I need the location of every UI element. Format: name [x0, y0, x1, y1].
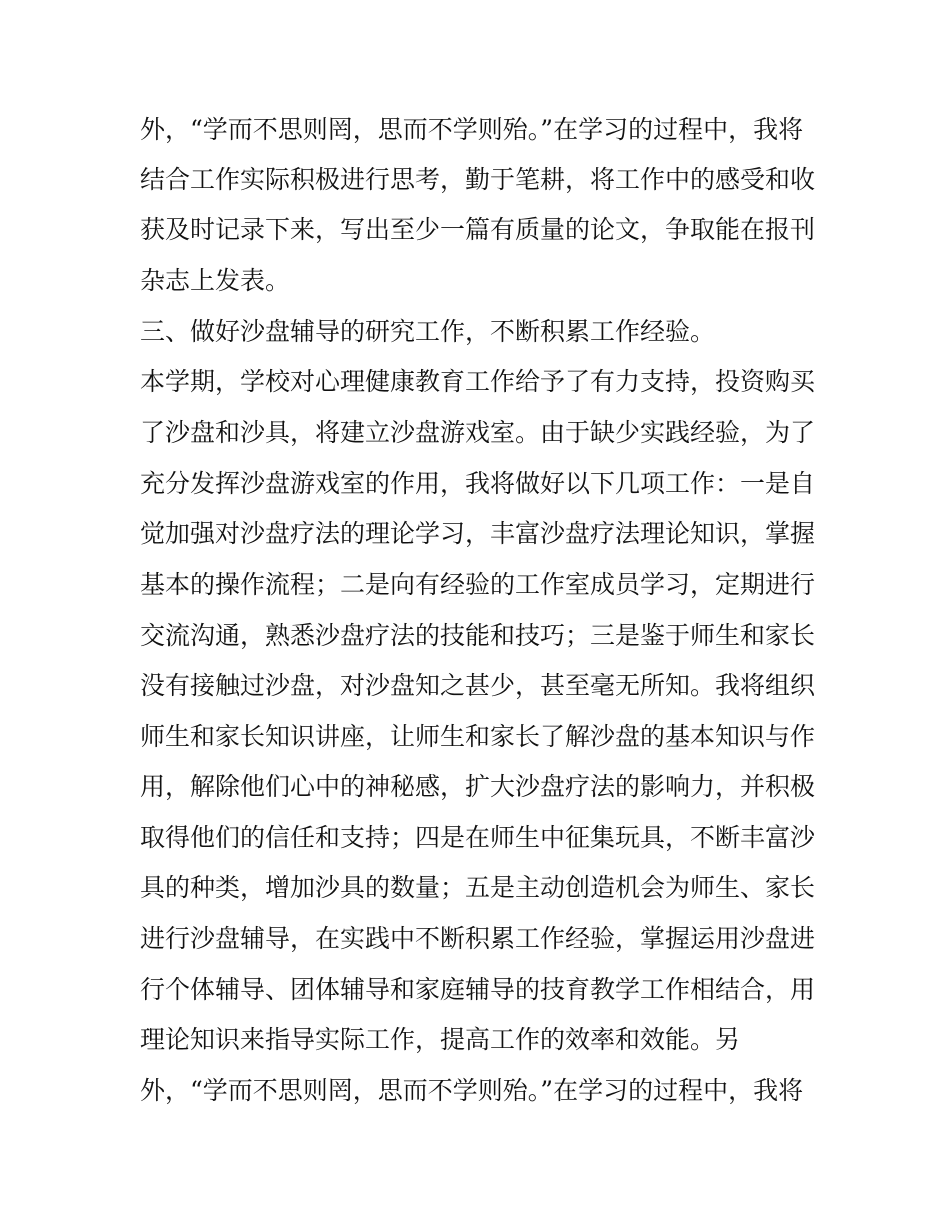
text-line: 外，“学而不思则罔，思而不学则殆。”在学习的过程中，我将	[140, 1076, 804, 1105]
text-line: 充分发挥沙盘游戏室的作用，我将做好以下几项工作：一是自	[140, 469, 816, 498]
text-line: 杂志上发表。	[140, 266, 291, 295]
text-line: 结合工作实际积极进行思考，勤于笔耕，将工作中的感受和收	[140, 165, 816, 194]
text-line: 本学期，学校对心理健康教育工作给予了有力支持，投资购买	[140, 367, 816, 396]
text-line: 了沙盘和沙具，将建立沙盘游戏室。由于缺少实践经验，为了	[140, 418, 816, 447]
text-line: 外，“学而不思则罔，思而不学则殆。”在学习的过程中，我将	[140, 115, 804, 144]
text-line: 师生和家长知识讲座，让师生和家长了解沙盘的基本知识与作	[140, 722, 816, 751]
text-line: 用，解除他们心中的神秘感，扩大沙盘疗法的影响力，并积极	[140, 772, 816, 801]
text-line: 交流沟通，熟悉沙盘疗法的技能和技巧；三是鉴于师生和家长	[140, 621, 816, 650]
text-line: 进行沙盘辅导，在实践中不断积累工作经验，掌握运用沙盘进	[140, 924, 816, 953]
text-line: 获及时记录下来，写出至少一篇有质量的论文，争取能在报刊	[140, 215, 816, 244]
section-heading: 三、做好沙盘辅导的研究工作，不断积累工作经验。	[140, 317, 716, 346]
text-line: 行个体辅导、团体辅导和家庭辅导的技育教学工作相结合，用	[140, 975, 816, 1004]
text-line: 觉加强对沙盘疗法的理论学习，丰富沙盘疗法理论知识，掌握	[140, 519, 816, 548]
text-line: 基本的操作流程；二是向有经验的工作室成员学习，定期进行	[140, 570, 816, 599]
text-line: 取得他们的信任和支持；四是在师生中征集玩具，不断丰富沙	[140, 823, 816, 852]
text-line: 理论知识来指导实际工作，提高工作的效率和效能。另	[140, 1025, 741, 1054]
text-line: 具的种类，增加沙具的数量；五是主动创造机会为师生、家长	[140, 873, 816, 902]
text-line: 没有接触过沙盘，对沙盘知之甚少，甚至毫无所知。我将组织	[140, 671, 816, 700]
